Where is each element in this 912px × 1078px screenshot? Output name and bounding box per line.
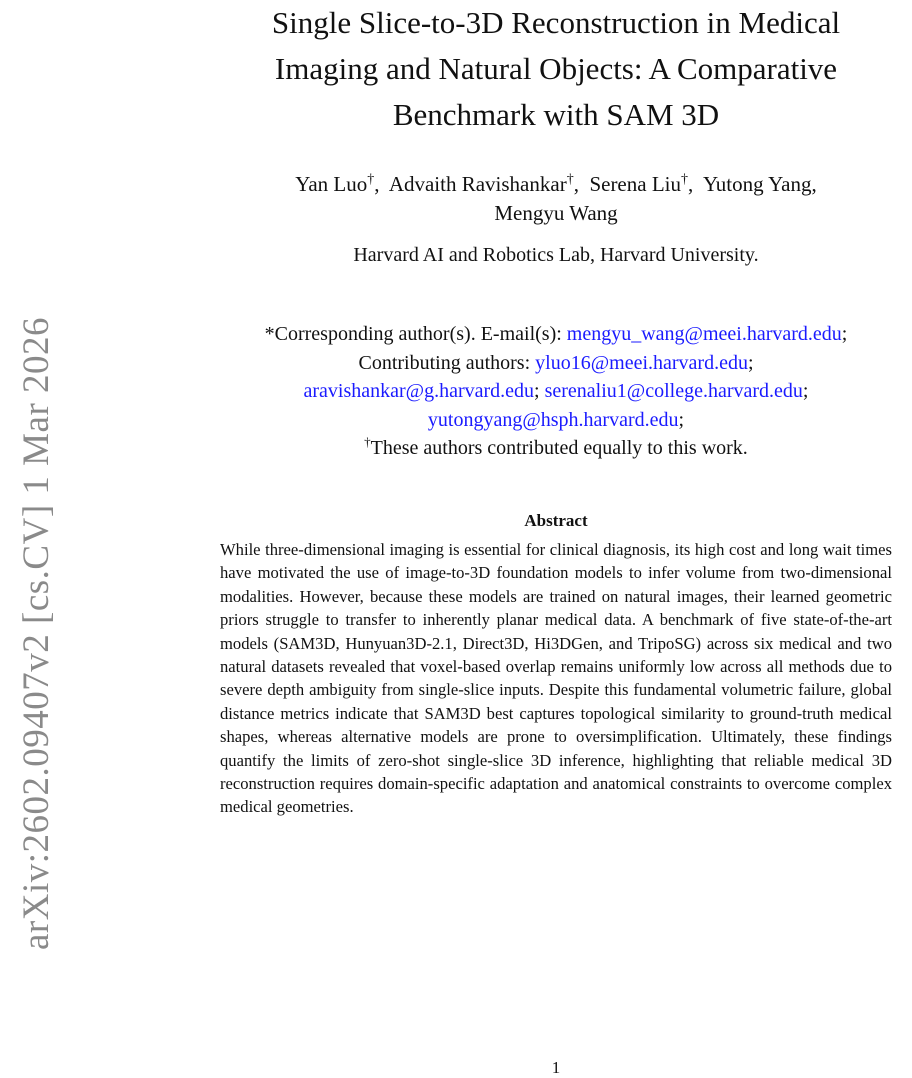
corresponding-author-line: *Corresponding author(s). E-mail(s): mengyu_wang@meei.harvard.edu; [264,323,848,345]
arxiv-side-stamp: arXiv:2602.09407v2 [cs.CV] 1 Mar 2026 [16,316,57,950]
abstract-heading: Abstract [524,511,588,530]
email-link[interactable]: mengyu_wang@meei.harvard.edu [566,323,842,345]
equal-contribution-note: †These authors contributed equally to this work. [364,434,748,459]
author: Yan Luo†, [295,172,380,196]
contributing-authors-line: Contributing authors: yluo16@meei.harvard.edu; [358,351,754,374]
contact-block [196,320,912,463]
abstract-text: While three-dimensional imaging is essential for clinical diagnosis, its high cost and long wait times have motivated the use of image-to-3D foundation models to infer volume from two-dimensional modalities. However, because these models are trained on natural images, their learned geometric priors struggle to transfer to inherently planar medical data. A benchmark of five state-of-the-art models (SAM3D, Hunyuan3D-2.1, Direct3D, Hi3DGen, and TripoSG) across six medical and two natural datasets revealed that voxel-based overlap remains uniformly low across all methods due to severe depth ambiguity from single-slice inputs. Despite this fundamental volumetric failure, global distance metrics indicate that SAM3D best captures topological similarity to ground-truth medical shapes, whereas alternative models are prone to oversimplification. Ultimately, these findings quantify the limits of zero-shot single-slice 3D inference, highlighting that reliable medical 3D reconstruction requires domain-specific adaptation and anatomical constraints to overcome complex medical geometries. [220,540,892,817]
contributing-emails-line: aravishankar@g.harvard.edu; serenaliu1@college.harvard.edu; [303,380,809,402]
equal-contribution-mark: † [364,434,371,449]
equal-contribution-mark: † [566,172,574,187]
equal-contribution-mark: † [680,172,688,187]
author-list [200,170,912,228]
email-link[interactable]: yluo16@meei.harvard.edu [535,351,748,374]
email-link[interactable]: aravishankar@g.harvard.edu [303,380,535,402]
title-line: Single Slice-to-3D Reconstruction in Medical [271,5,841,40]
title-line: Imaging and Natural Objects: A Comparative [274,51,838,86]
author: Mengyu Wang [494,201,618,225]
page-number: 1 [551,1058,561,1077]
paper-title [200,0,912,138]
email-link[interactable]: serenaliu1@college.harvard.edu [544,380,803,402]
equal-contribution-mark: † [367,172,375,187]
title-line: Benchmark with SAM 3D [392,97,720,132]
affiliation: Harvard AI and Robotics Lab, Harvard University. [353,244,759,266]
author: Serena Liu†, [589,172,694,196]
contributing-emails-line: yutongyang@hsph.harvard.edu; [427,408,685,431]
author: Yutong Yang, [702,172,817,196]
email-link[interactable]: yutongyang@hsph.harvard.edu [427,408,679,431]
author: Advaith Ravishankar†, [388,172,579,196]
